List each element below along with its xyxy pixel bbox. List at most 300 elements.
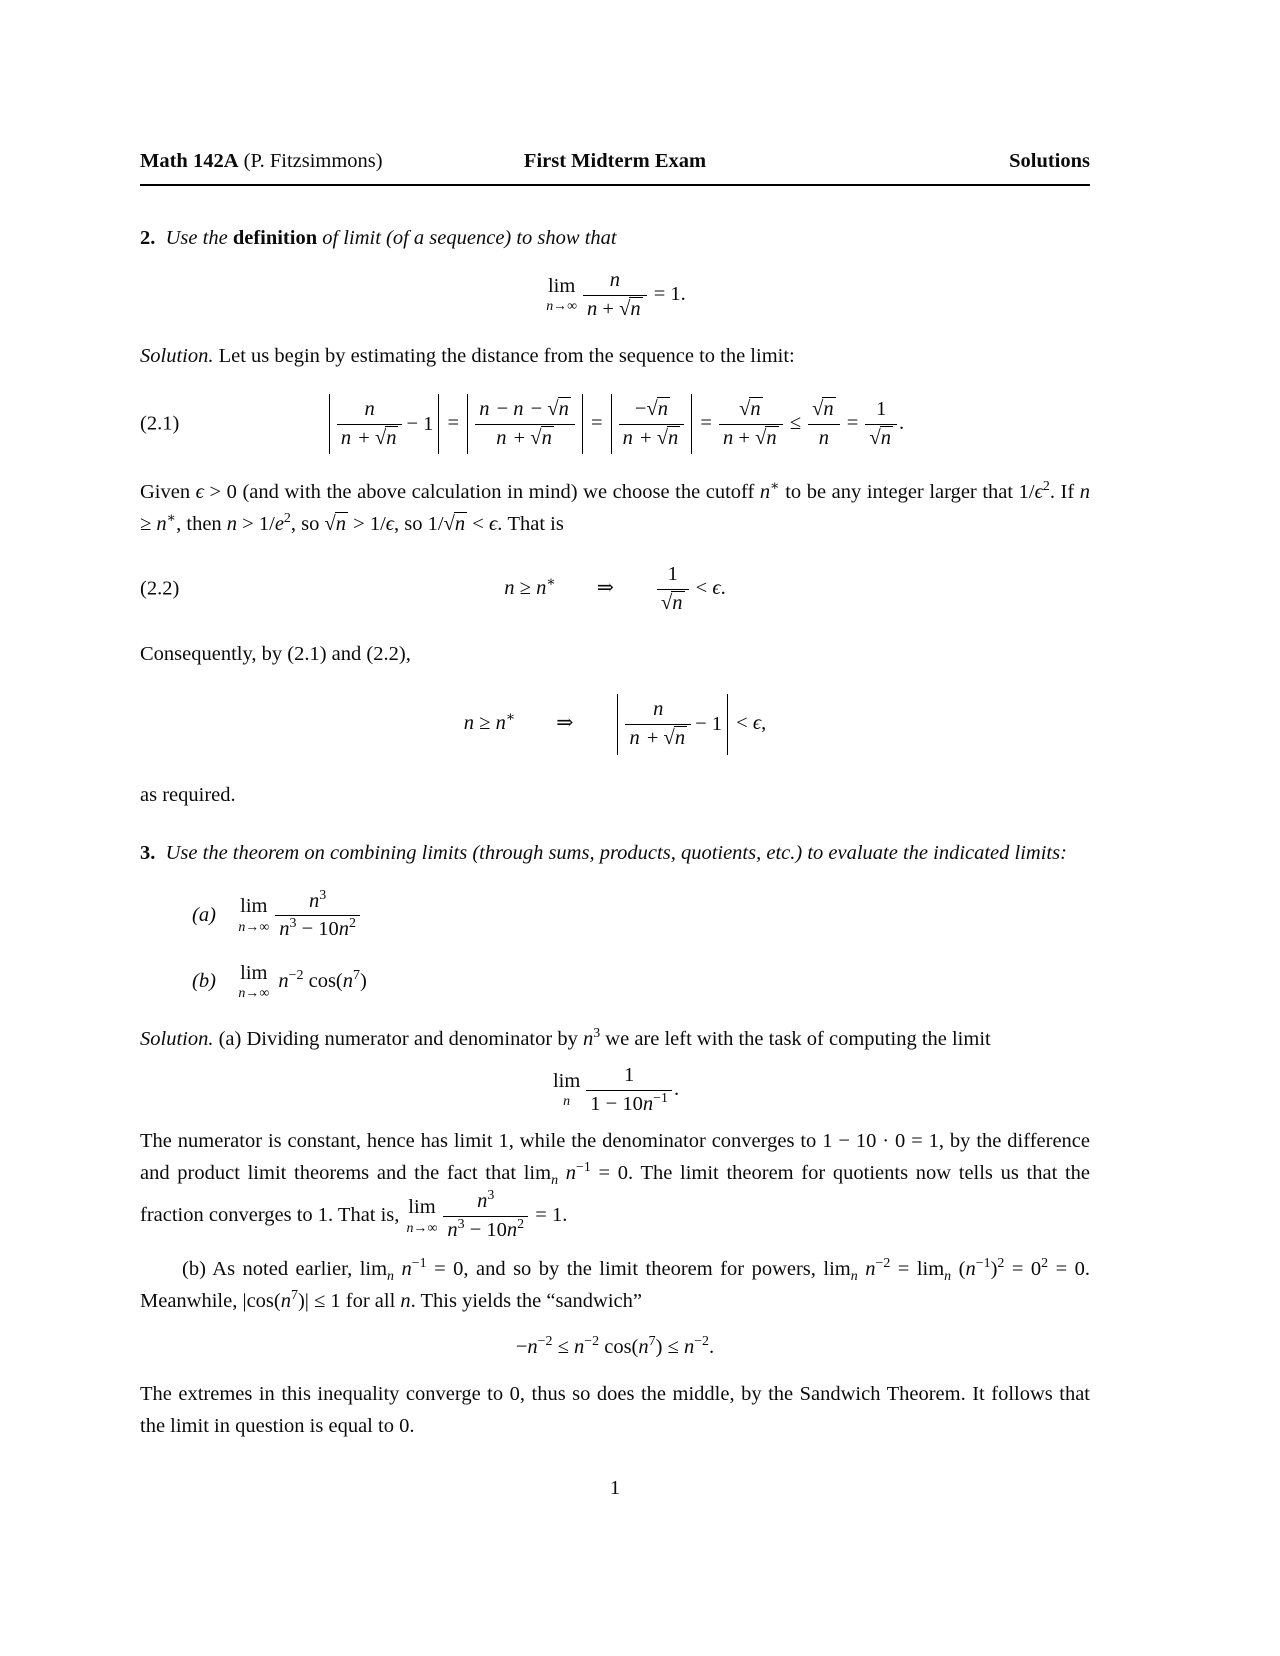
radical-sign: √ (646, 398, 658, 421)
math-italic: n (1079, 481, 1091, 504)
math-italic: n (463, 712, 475, 735)
superscript: 7 (290, 1288, 298, 1304)
fraction (657, 562, 689, 616)
bold-text: definition (232, 227, 318, 249)
math-italic: n (657, 398, 668, 421)
denominator (583, 296, 647, 323)
problem-3-item-b (192, 963, 1090, 1001)
radical-sign: √ (812, 398, 824, 421)
equation-2-1 (140, 394, 1090, 454)
fraction (865, 397, 897, 451)
limit-operator (238, 896, 269, 934)
superscript: 2 (1042, 479, 1050, 495)
math-italic: ϵ (712, 577, 721, 600)
problem-3-conclusion: The extremes in this inequality converge to 0, thus so does the middle, by the Sandwich Theorem. It follows that the limit in question is equal to 0. (140, 1382, 1090, 1437)
sqrt-expression (812, 398, 836, 420)
math-italic: n (759, 481, 771, 504)
math-italic: n (609, 269, 620, 291)
math-italic: ϵ (488, 513, 498, 536)
sqrt-expression (646, 398, 670, 420)
equation-2-2 (140, 562, 1090, 616)
numerator (475, 397, 575, 425)
math-text: . (898, 411, 905, 434)
math-text: →∞ (553, 299, 578, 315)
numerator (808, 397, 840, 425)
math-text: = (841, 411, 864, 434)
math-text: to be any integer larger that 1/ (779, 481, 1035, 504)
math-italic: n (342, 969, 353, 992)
numerator (719, 397, 783, 425)
sqrt-expression (657, 427, 681, 449)
math-italic: n (563, 1094, 571, 1110)
math-italic: (a) (192, 903, 216, 926)
denominator (586, 1091, 672, 1118)
numerator (865, 397, 897, 425)
math-italic: n (638, 1336, 649, 1359)
math-italic: n (629, 726, 640, 749)
math-text: < (690, 577, 713, 600)
radicand (749, 397, 762, 420)
math-text: ( (951, 1258, 966, 1281)
radicand (541, 426, 554, 449)
fraction (625, 697, 691, 751)
math-italic: n (541, 426, 552, 449)
denominator (657, 590, 689, 617)
math-italic: n (880, 426, 891, 449)
numerator (337, 397, 403, 425)
math-italic: n (309, 889, 320, 912)
math-italic: n (823, 398, 834, 421)
math-italic: n (766, 426, 777, 449)
equation-2-1-tag: (2.1) (140, 412, 180, 435)
math-text: − 10 (296, 918, 339, 941)
sandwich-inequality-display (140, 1335, 1090, 1360)
math-italic: n (667, 426, 679, 449)
math-text: − (525, 398, 548, 421)
superscript: ∗ (166, 511, 177, 527)
math-italic: n (495, 712, 506, 735)
course-code: Math 142A (140, 150, 239, 172)
superscript: 2 (1041, 1256, 1049, 1272)
superscript: −2 (584, 1334, 600, 1350)
limit-subscript (546, 300, 577, 314)
superscript: 2 (997, 1256, 1005, 1272)
absolute-value (329, 394, 440, 454)
math-italic: n (238, 986, 246, 1002)
radicand (385, 426, 398, 449)
math-italic: n (479, 398, 490, 421)
math-text: ≤ (552, 1336, 575, 1359)
radicand (454, 512, 467, 535)
superscript: −2 (875, 1256, 891, 1272)
math-text: , then (176, 513, 227, 536)
math-text: = 0. Meanwhile, |cos( (140, 1258, 1091, 1313)
radical-sign: √ (869, 426, 881, 449)
limit-op-name: lim (552, 1069, 581, 1092)
math-italic: n (536, 577, 547, 600)
math-text: . (720, 577, 726, 600)
limit-operator (407, 1197, 438, 1235)
math-italic: n (279, 918, 290, 941)
solutions-label: Solutions (1009, 150, 1091, 172)
sqrt-expression (530, 427, 554, 449)
math-italic: n (723, 426, 734, 449)
fraction (719, 397, 783, 451)
denominator (808, 425, 840, 452)
math-italic: ϵ (385, 513, 395, 536)
absolute-value (467, 394, 583, 454)
problem-2-solution-intro (140, 340, 1090, 372)
math-italic: n (574, 1336, 585, 1359)
math-text: − 10 (464, 1218, 507, 1241)
math-italic: n (447, 1218, 458, 1241)
math-text: − (634, 398, 647, 421)
math-text: > 0 (and with the above calculation in mind) we choose the cutoff (203, 481, 760, 504)
math-text: > 1/ (237, 513, 275, 536)
math-italic: (b) (192, 969, 216, 992)
radical-sign: √ (374, 426, 387, 449)
math-text (558, 1162, 566, 1184)
radical-sign: √ (656, 426, 668, 449)
superscript: ∗ (505, 710, 516, 726)
limit-op-name: lim (547, 274, 576, 297)
math-text: →∞ (413, 1220, 438, 1236)
superscript: 2 (517, 1216, 525, 1232)
superscript: −2 (694, 1334, 710, 1350)
sqrt-expression (661, 592, 685, 614)
math-text: − 1 (406, 412, 434, 435)
math-text: ≥ (514, 577, 537, 600)
radical-sign: √ (443, 513, 455, 536)
superscript: −1 (653, 1090, 668, 1106)
problem-2-display-limit (140, 268, 1090, 322)
math-text: we are left with the task of computing the limit (600, 1028, 991, 1051)
superscript: 3 (487, 1188, 495, 1204)
superscript: 2 (349, 916, 356, 932)
subscript: n (944, 1269, 952, 1285)
sqrt-expression (869, 427, 893, 449)
numerator (657, 562, 689, 590)
sqrt-expression (739, 398, 763, 420)
math-text: = 0. The limit theorem for quotients now tells us that the fraction converges to 1. That is, (140, 1162, 1090, 1226)
fraction (808, 397, 840, 451)
denominator (719, 425, 783, 452)
math-text: = 0, and so by the limit theorem for powers, lim (426, 1258, 851, 1281)
math-italic: n (546, 299, 554, 315)
radicand (765, 426, 778, 449)
radical-sign: √ (530, 426, 542, 449)
math-text: = (585, 411, 608, 434)
problem-3a-paragraph (140, 1125, 1090, 1243)
header-course (140, 145, 524, 177)
math-italic: n (630, 297, 641, 320)
math-text: cos( (303, 969, 343, 992)
problem-2-as-required: as required. (140, 783, 236, 806)
superscript: ∗ (770, 479, 780, 495)
math-text: )| ≤ 1 for all (297, 1290, 401, 1313)
problem-2-number: 2. (140, 227, 156, 249)
numerator (583, 268, 647, 296)
limit-subscript (238, 987, 269, 1001)
math-text: Use the (165, 227, 233, 249)
fraction (337, 397, 403, 451)
math-italic: n (454, 513, 466, 536)
math-text: 1 (876, 398, 887, 421)
numerator (619, 397, 685, 425)
math-italic: n (513, 398, 524, 421)
math-italic: n (340, 426, 352, 449)
math-text (216, 903, 237, 925)
superscript: 3 (457, 1216, 465, 1232)
math-italic: n (506, 1218, 518, 1241)
math-italic: n (226, 513, 238, 536)
math-text: + (634, 426, 657, 449)
radicand (558, 397, 571, 420)
math-italic: n (750, 398, 761, 421)
math-text: Given (140, 481, 196, 504)
math-italic: n (622, 426, 633, 449)
math-italic: ϵ (195, 481, 204, 504)
fraction (275, 889, 360, 943)
math-text: < (731, 712, 753, 735)
math-text: = 0 (1004, 1258, 1042, 1281)
fraction (475, 397, 575, 451)
math-italic: n (558, 398, 569, 421)
math-text: 1 − 10 (590, 1092, 643, 1115)
math-text: ) (990, 1258, 998, 1281)
math-italic: Solution. (140, 1028, 214, 1051)
problem-2-statement (140, 222, 1090, 254)
math-italic: n (401, 1258, 412, 1281)
math-text: , so 1/ (394, 513, 444, 536)
fraction (583, 268, 647, 322)
math-text: →∞ (245, 919, 270, 935)
math-text: = 1. (530, 1203, 568, 1226)
radicand (629, 297, 642, 320)
equation-2-2-tag: (2.2) (140, 578, 180, 601)
superscript: −1 (575, 1160, 591, 1176)
math-text: + (353, 426, 375, 449)
numerator (586, 1063, 672, 1091)
math-text: cos( (599, 1336, 639, 1359)
limit-subscript (407, 1222, 438, 1236)
math-text: + (597, 297, 620, 320)
problem-3-statement (140, 837, 1090, 869)
problem-2-epsilon-paragraph (140, 476, 1090, 540)
math-italic: n (238, 919, 246, 935)
math-text: of limit (of a sequence) to show that (317, 227, 617, 249)
radical-sign: √ (547, 398, 559, 421)
math-text: ⇒ (555, 577, 655, 600)
math-italic: n (338, 918, 350, 941)
math-text: 1 (667, 563, 678, 586)
problem-3-number: 3. (140, 841, 156, 864)
exam-title: First Midterm Exam (523, 150, 707, 172)
math-text: Let us begin by estimating the distance from the sequence to the limit: (213, 345, 795, 368)
superscript: ∗ (546, 575, 556, 591)
math-italic: n (364, 398, 375, 421)
problem-3-item-a (192, 889, 1090, 943)
limit-subscript (238, 921, 269, 935)
math-text: , so (290, 513, 325, 536)
sqrt-expression (619, 298, 643, 320)
radical-sign: √ (660, 591, 673, 614)
math-italic: n (865, 1258, 876, 1281)
math-italic: n (406, 1220, 414, 1236)
math-italic: n (965, 1258, 976, 1281)
math-italic: n (642, 1092, 654, 1115)
radical-sign: √ (619, 297, 631, 320)
math-text: . That is (497, 513, 564, 536)
radicand (822, 397, 835, 420)
page-header (140, 145, 1090, 177)
page-number: 1 (609, 1477, 621, 1499)
problem-2-consequently: Consequently, by (2.1) and (2.2), (140, 643, 411, 666)
problem-3-text: Use the theorem on combining limits (through sums, products, quotients, etc.) to evaluate the indicated limits: (165, 841, 1067, 864)
math-text: , (761, 712, 767, 735)
math-italic: n (818, 426, 830, 449)
superscript: 3 (593, 1026, 601, 1042)
math-italic: n (587, 297, 598, 320)
superscript: −1 (411, 1256, 427, 1272)
absolute-value (611, 394, 693, 454)
math-italic: ϵ (752, 712, 762, 735)
math-text: = 1. (648, 282, 686, 305)
math-text: (a) Dividing numerator and denominator by (213, 1028, 583, 1051)
subscript: n (387, 1269, 394, 1285)
math-text: ≥ (474, 712, 496, 735)
problem-3-solution-intro (140, 1023, 1090, 1055)
superscript: 2 (283, 511, 291, 527)
fraction (619, 397, 685, 451)
radicand (667, 426, 680, 449)
sqrt-expression (755, 427, 779, 449)
math-text: < (467, 513, 489, 536)
fraction (443, 1189, 528, 1243)
sqrt-expression (325, 513, 349, 535)
limit-operator (553, 1071, 580, 1109)
math-text: = (695, 411, 718, 434)
math-text: = (442, 411, 465, 434)
math-italic: Solution. (140, 345, 214, 368)
math-text: − 1 (695, 713, 722, 736)
math-text: . (673, 1077, 680, 1100)
math-italic: n (335, 513, 347, 536)
math-text: + (733, 426, 756, 449)
denominator (619, 425, 685, 452)
math-text (394, 1258, 402, 1280)
radical-sign: √ (324, 513, 336, 536)
denominator (443, 1217, 528, 1244)
radicand (657, 397, 670, 420)
math-italic: ϵ (1034, 481, 1043, 504)
superscript: −2 (288, 967, 304, 983)
math-text: ) (359, 969, 367, 992)
absolute-value (617, 694, 728, 754)
denominator (625, 725, 691, 752)
instructor-name: (P. Fitzsimmons) (238, 150, 383, 172)
sqrt-expression (547, 398, 571, 420)
subscript: n (551, 1173, 559, 1189)
radicand (335, 512, 348, 535)
math-italic: n (527, 1336, 538, 1359)
fraction (586, 1063, 672, 1117)
math-text (216, 970, 237, 992)
subscript: n (850, 1269, 858, 1285)
problem-2-text (166, 227, 617, 249)
math-italic: n (278, 969, 289, 992)
math-text: ≥ (140, 513, 157, 536)
math-text: ) ≤ (655, 1336, 684, 1359)
math-text: →∞ (245, 986, 270, 1002)
radical-sign: √ (755, 426, 767, 449)
superscript: 3 (289, 916, 297, 932)
denominator (475, 425, 575, 452)
denominator (865, 425, 897, 452)
superscript: −1 (975, 1256, 991, 1272)
sqrt-expression (664, 727, 688, 749)
math-italic: n (565, 1162, 576, 1185)
radicand (674, 726, 687, 749)
math-italic: e (274, 513, 284, 536)
problem-3b-paragraph (140, 1253, 1090, 1317)
problem-2-final-implication (140, 694, 1090, 754)
math-text: + (641, 726, 664, 749)
math-text: (b) As noted earlier, lim (182, 1258, 388, 1281)
math-text: = lim (890, 1258, 945, 1281)
math-text: − (515, 1336, 528, 1359)
equation-2-2-body (504, 563, 726, 614)
math-text: . (709, 1336, 715, 1359)
sqrt-expression (444, 513, 468, 535)
limit-op-name: lim (408, 1196, 436, 1219)
limit-operator (238, 963, 269, 1001)
limit-op-name: lim (240, 895, 268, 918)
math-text: . This yields the “sandwich” (410, 1290, 642, 1313)
denominator (337, 425, 403, 452)
radical-sign: √ (739, 398, 751, 421)
numerator (625, 697, 691, 725)
limit-subscript (553, 1095, 580, 1109)
numerator (275, 889, 360, 917)
numerator (443, 1189, 528, 1217)
sqrt-expression (375, 427, 399, 449)
radical-sign: √ (663, 726, 675, 749)
radicand (880, 426, 893, 449)
math-italic: n (156, 513, 167, 536)
math-text: − (491, 398, 514, 421)
math-text: ⇒ (515, 712, 615, 735)
math-italic: n (672, 591, 683, 614)
limit-op-name: lim (240, 961, 268, 984)
math-italic: n (674, 726, 686, 749)
math-italic: n (683, 1336, 695, 1359)
problem-3-display-limit (140, 1063, 1090, 1117)
math-text: The numerator is constant, hence has limit 1, while the denominator converges to 1 − 10 · 0 = 1, by the difference and product limit theorems and the fact that lim (140, 1130, 1090, 1185)
equation-2-1-body (326, 398, 905, 449)
superscript: −2 (537, 1334, 553, 1350)
denominator (275, 916, 360, 943)
math-text: . If (1049, 481, 1080, 504)
math-italic: n (386, 426, 397, 449)
header-rule (140, 184, 1090, 186)
superscript: 7 (648, 1334, 656, 1350)
math-italic: n (653, 698, 664, 721)
math-text: > 1/ (348, 513, 386, 536)
superscript: 3 (319, 887, 327, 903)
math-text: + (508, 426, 531, 449)
math-italic: n (477, 1190, 488, 1213)
